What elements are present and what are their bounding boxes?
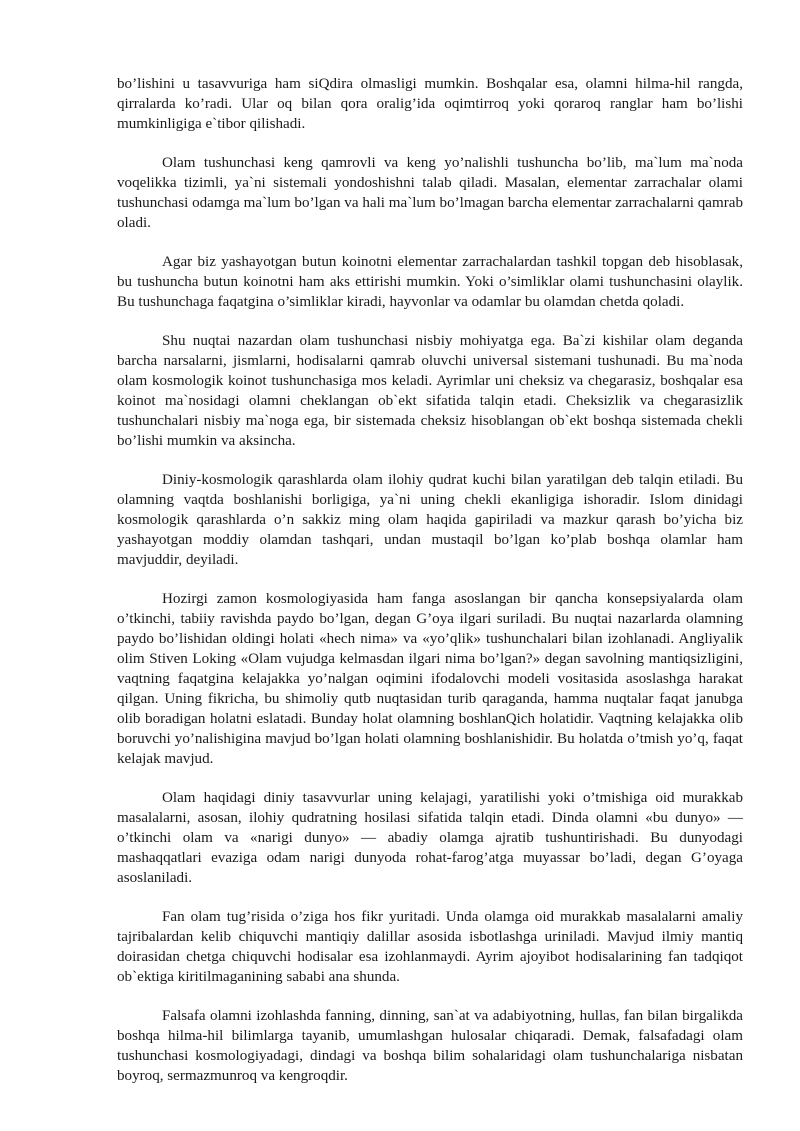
paragraph-5: Diniy-kosmologik qarashlarda olam ilohiy qudrat kuchi bilan yaratilgan deb talqin etiladi. Bu olamning vaqtda boshlanishi borligiga, ya`ni uning chekli ekanligiga ishoradir. Islom dinidagi kosmologik qarashlarda o’n sakkiz ming olam haqida gapiriladi va mazkur qarash bo’yicha biz yashayotgan moddiy olamdan tashqari, undan mustaqil bo’lgan ko’plab boshqa olamlar ham mavjuddir, deyiladi. bbox=[117, 472, 743, 568]
paragraph-6: Hozirgi zamon kosmologiyasida ham fanga asoslangan bir qancha konsepsiyalarda olam o’tkinchi, tabiiy ravishda paydo bo’lgan, degan G’oya ilgari suriladi. Bu nuqtai nazarlarda olamning paydo bo’lishidan oldingi holati «hech nima» va «yo’qlik» tushunchalari bilan izohlanadi. Angliyalik olim Stiven Loking «Olam vujudga kelmasdan ilgari nima bo’lgan?» degan savolning mantiqsizligini, vaqtning faqatgina kelajakka yo’nalgan oqimini ifodalovchi modeli vositasida asoslashga harakat qilgan. Uning fikricha, bu shimoliy qutb nuqtasidan turib qaraganda, hamma nuqtalar faqat janubga olib boradigan holatni eslatadi. Bunday holat olamning boshlanQich holatidir. Vaqtning kelajakka olib boruvchi yo’nalishigina mavjud bo’lgan holati olamning boshlanishidir. Bu holatda o’tmish yo’q, faqat kelajak mavjud. bbox=[117, 591, 743, 767]
paragraph-9: Falsafa olamni izohlashda fanning, dinning, san`at va adabiyotning, hullas, fan bilan birgalikda boshqa hilma-hil bilimlarga tayanib, umumlashgan hulosalar chiqaradi. Demak, falsafadagi olam tushunchasi kosmologiyadagi, dindagi va boshqa bilim sohalaridagi olam tushunchalariga nisbatan boyroq, sermazmunroq va kengroqdir. bbox=[117, 1008, 743, 1084]
document-page bbox=[117, 74, 743, 1105]
paragraph-4: Shu nuqtai nazardan olam tushunchasi nisbiy mohiyatga ega. Ba`zi kishilar olam deganda barcha narsalarni, jismlarni, hodisalarni qamrab oluvchi universal sistemani tushunadi. Bu ma`noda olam kosmologik koinot tushunchasiga mos keladi. Ayrimlar uni cheksiz va chegarasiz, boshqalar esa koinot ma`nosidagi olamni cheklangan ob`ekt sifatida talqin etadi. Cheksizlik va chegarasizlik tushunchalari nisbiy ma`noga ega, bir sistemada cheksiz hisoblangan ob`ekt boshqa sistemada chekli bo’lishi mumkin va aksincha. bbox=[117, 333, 743, 449]
paragraph-8: Fan olam tug’risida o’ziga hos fikr yuritadi. Unda olamga oid murakkab masalalarni amaliy tajribalardan kelib chiquvchi mantiqiy dalillar asosida isbotlashga uriniladi. Mavjud ilmiy mantiq doirasidan chetga chiquvchi hodisalar esa izohlanmaydi. Ayrim ajoyibot hodisalarining fan tadqiqot ob`ektiga kiritilmaganining sababi ana shunda. bbox=[117, 909, 743, 985]
paragraph-3: Agar biz yashayotgan butun koinotni elementar zarrachalardan tashkil topgan deb hisoblasak, bu tushuncha butun koinotni ham aks ettirishi mumkin. Yoki o’simliklar olami tushunchasini olaylik. Bu tushunchaga faqatgina o’simliklar kiradi, hayvonlar va odamlar bu olamdan chetda qoladi. bbox=[117, 254, 743, 310]
paragraph-7: Olam haqidagi diniy tasavvurlar uning kelajagi, yaratilishi yoki o’tmishiga oid murakkab masalalarni, asosan, ilohiy qudratning hosilasi sifatida talqin etadi. Dinda olamni «bu dunyo» — o’tkinchi olam va «narigi dunyo» — abadiy olamga ajratib tushuntirishadi. Bu dunyodagi mashaqqatlari evaziga odam narigi dunyoda rohat-farog’atga muyassar bo’ladi, degan G’oyaga asoslaniladi. bbox=[117, 790, 743, 886]
paragraph-1: bo’lishini u tasavvuriga ham siQdira olmasligi mumkin. Boshqalar esa, olamni hilma-hil rangda, qirralarda ko’radi. Ular oq bilan qora oralig’ida oqimtirroq yoki qoraroq ranglar ham bo’lishi mumkinligiga e`tibor qilishadi. bbox=[117, 76, 743, 132]
paragraph-2: Olam tushunchasi keng qamrovli va keng yo’nalishli tushuncha bo’lib, ma`lum ma`noda voqelikka tizimli, ya`ni sistemali yondoshishni talab qiladi. Masalan, elementar zarrachalar olami tushunchasi odamga ma`lum bo’lgan va hali ma`lum bo’lmagan barcha elementar zarrachalarni qamrab oladi. bbox=[117, 155, 743, 231]
